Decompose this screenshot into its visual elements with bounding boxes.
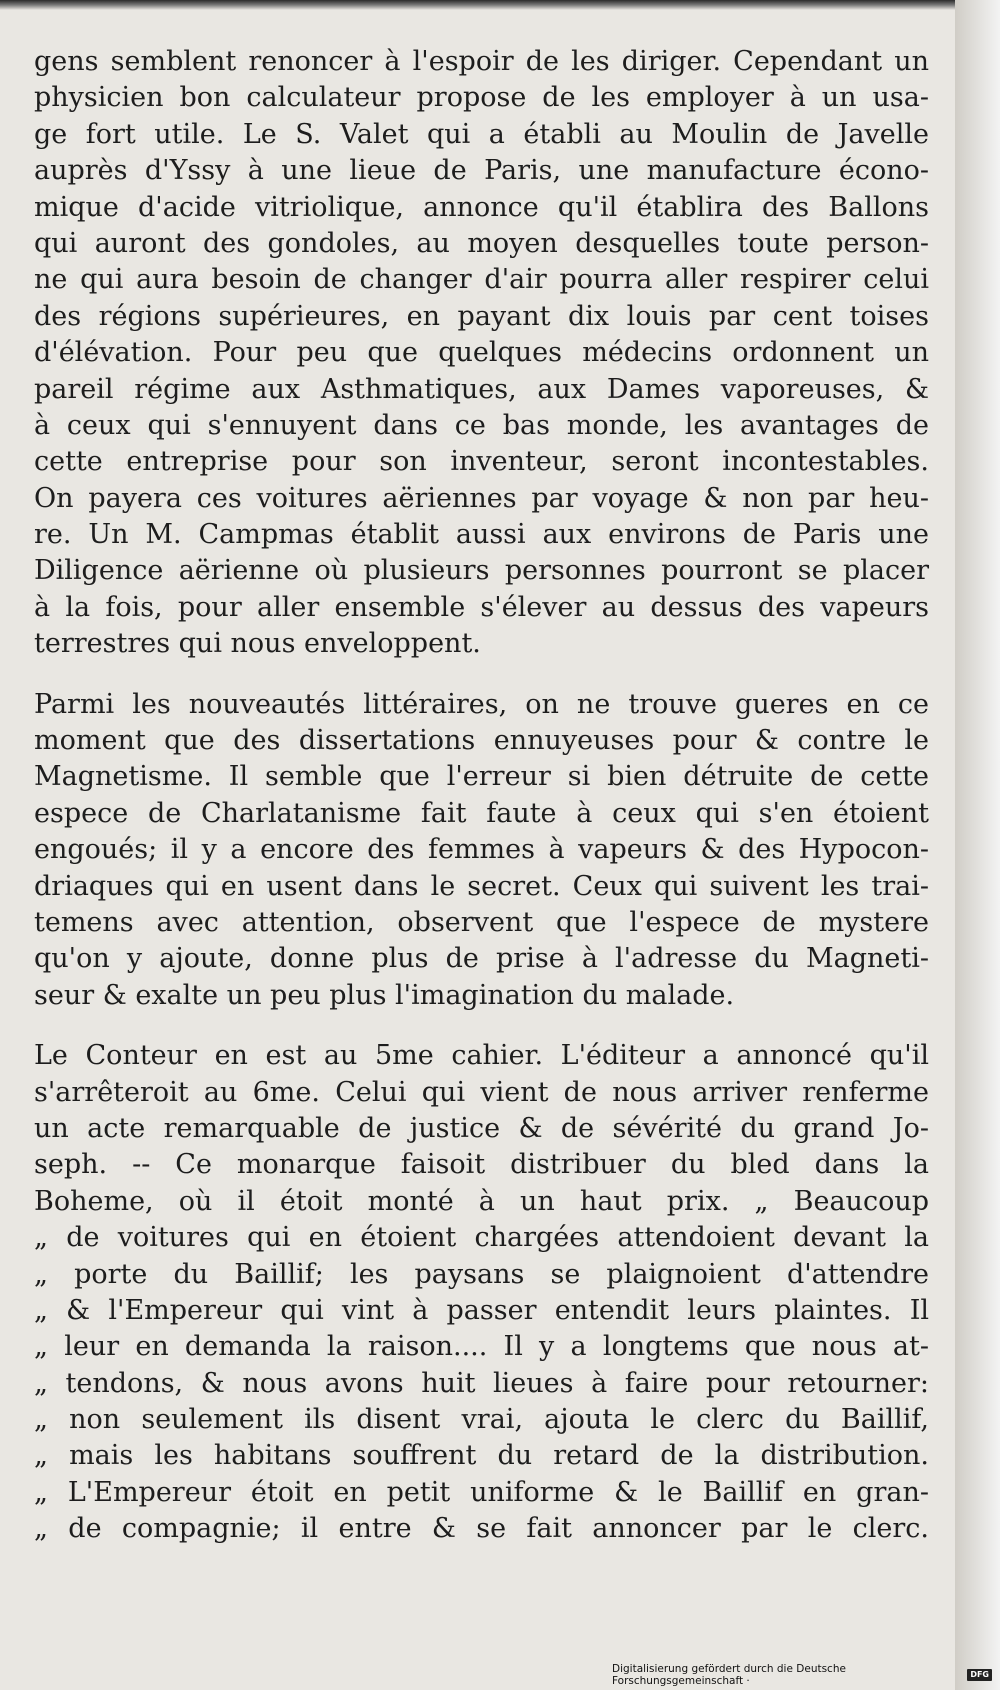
text-line: driaques qui en usent dans le secret. Ceux qui suivent les trai- — [34, 870, 929, 902]
paragraph-ballons — [34, 44, 929, 663]
text-line: engoués; il y a encore des femmes à vapeurs & des Hypocon- — [34, 834, 929, 866]
text-line: pareil régime aux Asthmatiques, aux Dames vaporeuses, & — [34, 373, 929, 405]
text-line: des régions supérieures, en payant dix louis par cent toises — [34, 300, 929, 332]
text-line: physicien bon calculateur propose de les employer à un usa- — [34, 82, 929, 114]
text-line: auprès d'Yssy à une lieue de Paris, une manufacture écono- — [34, 155, 929, 187]
text-line: espece de Charlatanisme fait faute à ceux qui s'en étoient — [34, 797, 929, 829]
text-line: Magnetisme. Il semble que l'erreur si bien détruite de cette — [34, 761, 929, 793]
text-line: temens avec attention, observent que l'espece de mystere — [34, 906, 929, 938]
text-line: terrestres qui nous enveloppent. — [34, 628, 481, 660]
text-line: seph. -- Ce monarque faisoit distribuer du bled dans la — [34, 1149, 929, 1181]
text-line: „ L'Empereur étoit en petit uniforme & le Baillif en gran- — [34, 1476, 929, 1508]
text-line: à la fois, pour aller ensemble s'élever au dessus des vapeurs — [34, 591, 929, 623]
text-line: „ mais les habitans souffrent du retard de la distribution. — [34, 1440, 929, 1472]
text-line: d'élévation. Pour peu que quelques médecins ordonnent un — [34, 337, 929, 369]
text-line: un acte remarquable de justice & de sévérité du grand Jo- — [34, 1112, 929, 1144]
text-line: „ tendons, & nous avons huit lieues à faire pour retourner: — [34, 1367, 929, 1399]
text-line: seur & exalte un peu plus l'imagination du malade. — [34, 979, 735, 1011]
text-line: qu'on y ajoute, donne plus de prise à l'adresse du Magneti- — [34, 943, 929, 975]
text-line: „ non seulement ils disent vrai, ajouta le clerc du Baillif, — [34, 1404, 929, 1436]
scan-right-margin — [955, 0, 1000, 1690]
text-line: „ de voitures qui en étoient chargées attendoient devant la — [34, 1222, 929, 1254]
text-line: Boheme, où il étoit monté à un haut prix. „ Beaucoup — [34, 1185, 929, 1217]
text-line: „ de compagnie; il entre & se fait annoncer par le clerc. — [34, 1513, 929, 1545]
text-line: Diligence aërienne où plusieurs personnes pourront se placer — [34, 555, 929, 587]
text-line: Parmi les nouveautés littéraires, on ne trouve gueres en ce — [34, 688, 929, 720]
text-line: re. Un M. Campmas établit aussi aux environs de Paris une — [34, 519, 929, 551]
dfg-logo: DFG — [967, 1669, 992, 1681]
paragraph-gap — [34, 663, 929, 687]
text-line: mique d'acide vitriolique, annonce qu'il établira des Ballons — [34, 191, 929, 223]
credit-text: Digitalisierung gefördert durch die Deutsche Forschungsgemeinschaft · — [612, 1663, 846, 1687]
text-line: „ & l'Empereur qui vint à passer entendit leurs plaintes. Il — [34, 1294, 929, 1326]
paragraph-magnetisme — [34, 687, 929, 1015]
body-text — [34, 44, 929, 1548]
text-line: qui auront des gondoles, au moyen desquelles toute person- — [34, 227, 929, 259]
text-line: ne qui aura besoin de changer d'air pourra aller respirer celui — [34, 264, 929, 296]
text-line: Le Conteur en est au 5me cahier. L'éditeur a annoncé qu'il — [34, 1040, 929, 1072]
text-line: On payera ces voitures aëriennes par voyage & non par heu- — [34, 482, 929, 514]
text-line: moment que des dissertations ennuyeuses pour & contre le — [34, 725, 929, 757]
text-line: „ porte du Baillif; les paysans se plaignoient d'attendre — [34, 1258, 929, 1290]
text-line: à ceux qui s'ennuyent dans ce bas monde, les avantages de — [34, 409, 929, 441]
scan-top-edge — [0, 0, 1000, 10]
text-line: ge fort utile. Le S. Valet qui a établi au Moulin de Javelle — [34, 118, 929, 150]
paragraph-conteur — [34, 1038, 929, 1547]
text-line: „ leur en demanda la raison.... Il y a longtems que nous at- — [34, 1331, 929, 1363]
digitization-credit — [612, 1663, 992, 1687]
text-line: cette entreprise pour son inventeur, seront incontestables. — [34, 446, 929, 478]
paragraph-gap — [34, 1014, 929, 1038]
text-line: gens semblent renoncer à l'espoir de les diriger. Cependant un — [34, 46, 929, 77]
text-line: s'arrêteroit au 6me. Celui qui vient de nous arriver renferme — [34, 1076, 929, 1108]
